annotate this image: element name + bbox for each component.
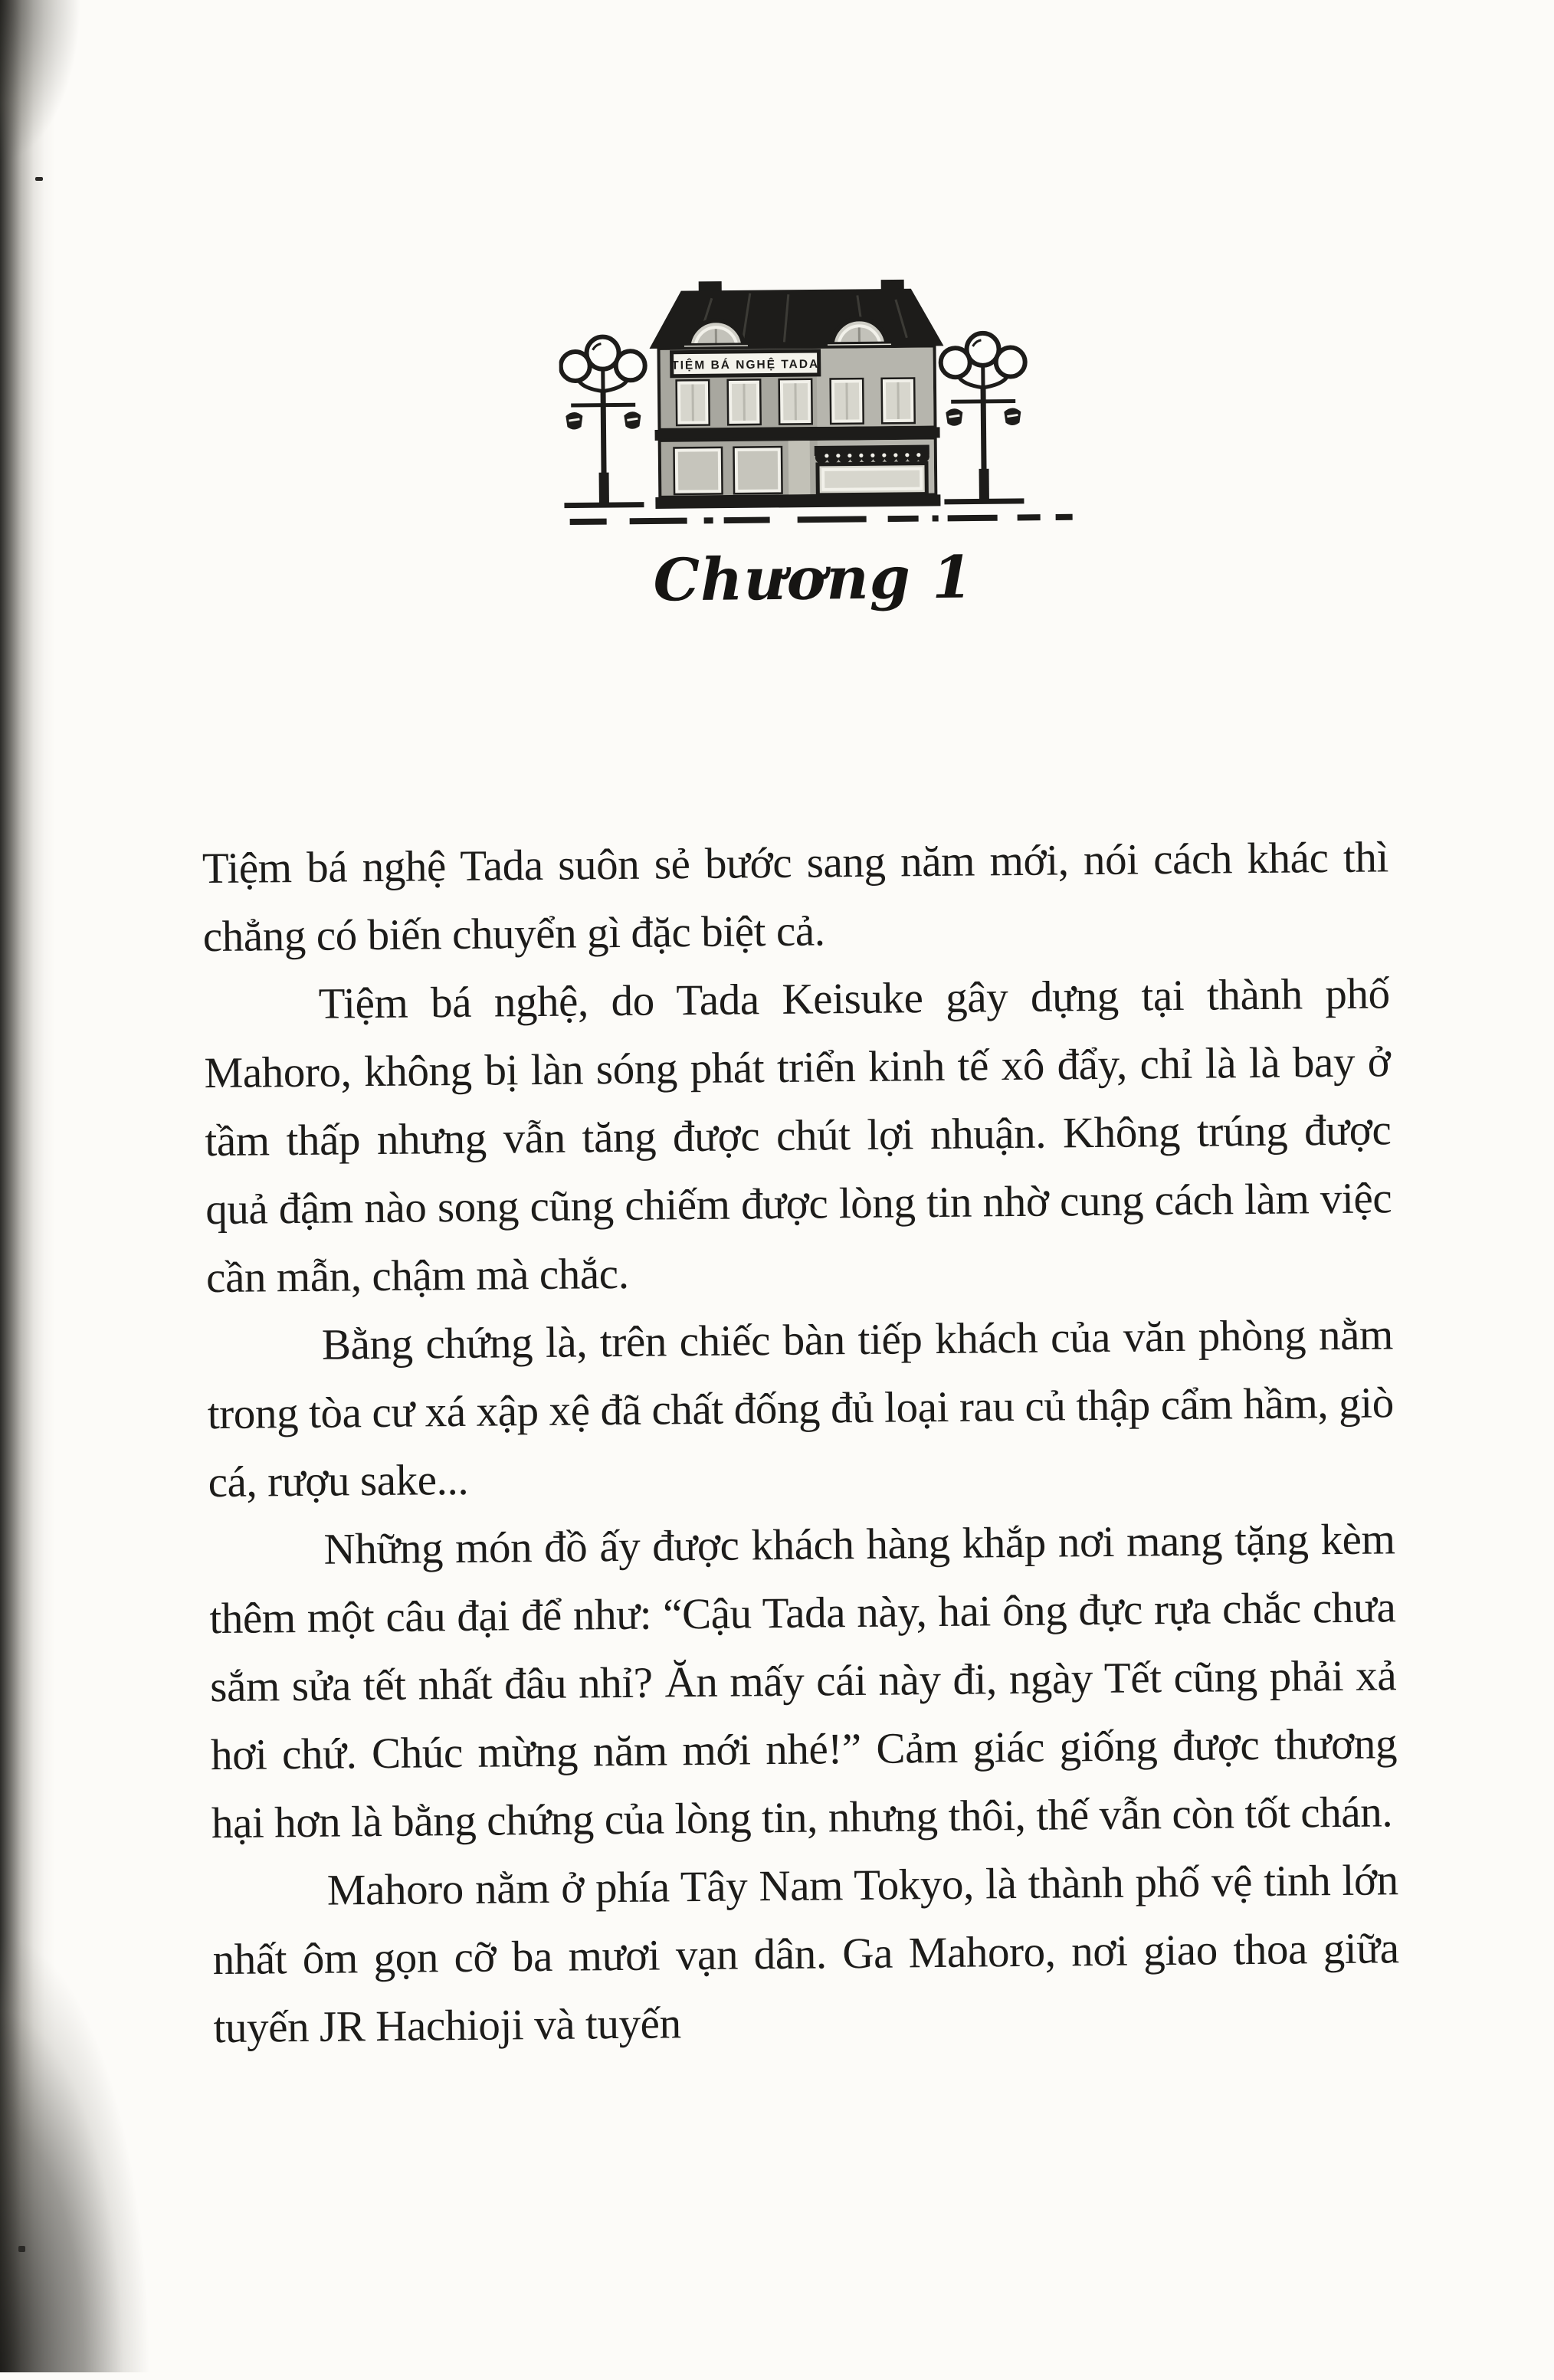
scan-speck: [18, 2246, 25, 2252]
shop-sign-label: TIỆM BÁ NGHỆ TADA: [671, 357, 819, 372]
paragraph: Những món đồ ấy được khách hàng khắp nơi mang tặng kèm thêm một câu đại để như: “Cậu Tada này, hai ông đực rựa chắc chưa sắm sửa tết nhất đâu nhỉ? Ăn mấy cái này đi, ngày Tết cũng phải xả hơi chứ. Chúc mừng năm mới nhé!” Cảm giác giống được thương hại hơn là bằng chứng của lòng tin, nhưng thôi, thế vẫn còn tốt chán.: [208, 1505, 1398, 1857]
paragraph: Mahoro nằm ở phía Tây Nam Tokyo, là thành phố vệ tinh lớn nhất ôm gọn cỡ ba mươi vạn dân. Ga Mahoro, nơi giao thoa giữa tuyến JR Hachioji và tuyến: [211, 1846, 1399, 2062]
awning: [815, 445, 929, 464]
body-text: [202, 823, 1400, 2062]
scan-edge-shadow-top: [0, 0, 115, 230]
chapter-heading: Chương 1: [0, 539, 1554, 619]
storefront-illustration-svg: [559, 270, 1082, 539]
door: [788, 441, 811, 494]
paragraph: Bằng chứng là, trên chiếc bàn tiếp khách của văn phòng nằm trong tòa cư xá xập xệ đã chất đống đủ loại rau củ thập cẩm hầm, giò cá, rượu sake...: [207, 1300, 1395, 1516]
shop-sign: [671, 351, 819, 376]
scan-speck: [35, 177, 43, 181]
street-lamp-right-icon: [940, 333, 1026, 504]
shop-window: [818, 464, 926, 495]
storefront-illustration: [559, 270, 1082, 539]
paragraph: Tiệm bá nghệ Tada suôn sẻ bước sang năm mới, nói cách khác thì chẳng có biến chuyển gì đặc biệt cả.: [202, 823, 1390, 971]
street-lamp-left-icon: [560, 336, 646, 508]
paragraph: Tiệm bá nghệ, do Tada Keisuke gây dựng tại thành phố Mahoro, không bị làn sóng phát triển kinh tế xô đẩy, chỉ là là bay ở tầm thấp nhưng vẫn tăng được chút lợi nhuận. Không trúng được quả đậm nào song cũng chiếm được lòng tin nhờ cung cách làm việc cần mẫn, chậm mà chắc.: [203, 959, 1392, 1312]
scan-edge-shadow-bottom: [0, 1790, 199, 2372]
road-line: [570, 517, 1073, 522]
shop-building: [649, 279, 946, 509]
